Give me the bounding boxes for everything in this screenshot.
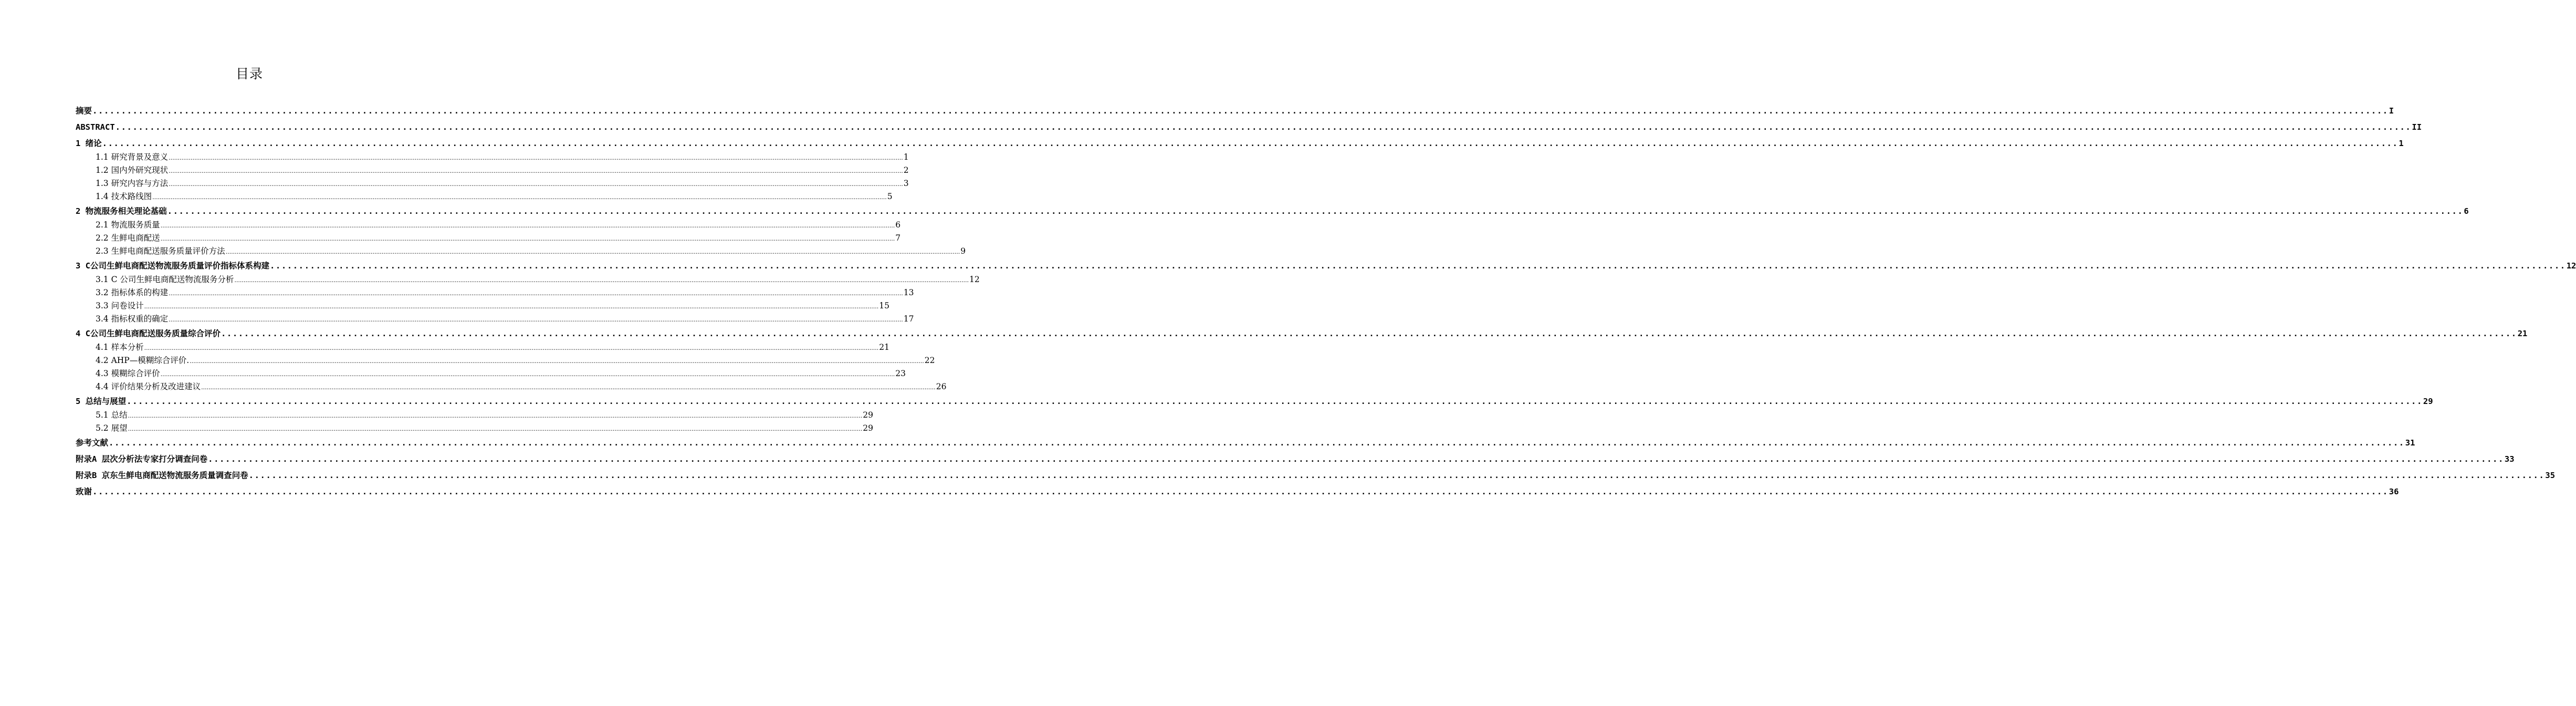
toc-dot-leader: ................................................................................................................................................................................................................................................................................................................................................................................................................ — [167, 206, 2464, 216]
toc-dot-leader: ................................................................................................................................................................................................................................................................................................................................................................................................................ — [208, 454, 2504, 464]
toc-dot-leader: ................................................................................................................................................................................................................................................................................................................................................................................................................ — [160, 371, 895, 378]
toc-page-number: 21 — [879, 342, 889, 352]
toc-chapter-entry[interactable] — [76, 119, 2422, 136]
toc-dot-leader: ................................................................................................................................................................................................................................................................................................................................................................................................................ — [221, 329, 2517, 338]
toc-section-entry[interactable] — [76, 164, 909, 177]
toc-dot-leader: ................................................................................................................................................................................................................................................................................................................................................................................................................ — [92, 487, 2389, 496]
toc-entry-label: 1.1 研究背景及意义 — [96, 152, 169, 162]
toc-page-number: 15 — [879, 301, 889, 310]
toc-section-entry[interactable] — [76, 354, 935, 367]
toc-chapter-entry[interactable] — [76, 103, 2394, 119]
toc-dot-leader: ................................................................................................................................................................................................................................................................................................................................................................................................................ — [144, 345, 879, 351]
toc-page-number: 23 — [895, 369, 906, 378]
toc-page-number: 26 — [936, 382, 947, 391]
toc-dot-leader: ................................................................................................................................................................................................................................................................................................................................................................................................................ — [144, 303, 879, 310]
toc-chapter-entry[interactable] — [76, 484, 2399, 500]
toc-entry-label: 4.4 评价结果分析及改进建议 — [96, 382, 201, 391]
toc-section-entry[interactable] — [76, 409, 873, 422]
toc-dot-leader: ................................................................................................................................................................................................................................................................................................................................................................................................................ — [248, 471, 2545, 480]
toc-chapter-entry[interactable] — [76, 468, 2556, 484]
toc-section-entry[interactable] — [76, 380, 947, 393]
toc-chapter-entry[interactable] — [76, 451, 2515, 468]
toc-section-entry[interactable] — [76, 151, 909, 164]
toc-entry-label: 附录A 层次分析法专家打分调查问卷 — [76, 454, 208, 464]
toc-section-entry[interactable] — [76, 219, 901, 232]
page-title: 目录 — [235, 66, 263, 81]
toc-page-number: 29 — [863, 410, 873, 420]
toc-page-number: 33 — [2504, 454, 2515, 464]
toc-entry-label: 3 C公司生鲜电商配送物流服务质量评价指标体系构建 — [76, 261, 269, 271]
toc-chapter-entry[interactable] — [76, 203, 2469, 220]
toc-entry-label: 致谢 — [76, 487, 92, 496]
toc-page-number: 6 — [895, 220, 901, 230]
toc-dot-leader: ................................................................................................................................................................................................................................................................................................................................................................................................................ — [169, 154, 903, 161]
toc-dot-leader: ................................................................................................................................................................................................................................................................................................................................................................................................................ — [152, 194, 887, 201]
toc-page-number: 22 — [924, 356, 935, 365]
toc-entry-label: ABSTRACT — [76, 122, 115, 132]
toc-page-number: 35 — [2545, 471, 2556, 480]
toc-entry-label: 2 物流服务相关理论基础 — [76, 206, 167, 216]
toc-page-number: II — [2412, 122, 2422, 132]
toc-dot-leader: ................................................................................................................................................................................................................................................................................................................................................................................................................ — [169, 316, 903, 323]
toc-page-number: 12 — [969, 275, 980, 284]
toc-chapter-entry[interactable] — [76, 258, 2576, 274]
toc-page-number: 29 — [863, 423, 873, 433]
toc-entry-label: 3.1 C 公司生鲜电商配送物流服务分析 — [96, 275, 234, 284]
toc-chapter-entry[interactable] — [76, 136, 2404, 152]
toc-chapter-entry[interactable] — [76, 393, 2433, 410]
toc-dot-leader: ................................................................................................................................................................................................................................................................................................................................................................................................................ — [169, 290, 903, 297]
toc-chapter-entry[interactable] — [76, 326, 2528, 342]
toc-chapter-entry[interactable] — [76, 435, 2415, 451]
toc-section-entry[interactable] — [76, 367, 906, 380]
toc-entry-label: 2.3 生鲜电商配送服务质量评价方法 — [96, 246, 225, 256]
toc-page-number: 3 — [903, 179, 909, 188]
toc-section-entry[interactable] — [76, 341, 889, 354]
toc-entry-label: 5 总结与展望 — [76, 397, 127, 406]
toc-dot-leader: ................................................................................................................................................................................................................................................................................................................................................................................................................ — [201, 384, 936, 391]
toc-dot-leader: ................................................................................................................................................................................................................................................................................................................................................................................................................ — [190, 358, 924, 365]
toc-page-number: 7 — [895, 233, 901, 243]
toc-page-number: I — [2389, 106, 2394, 116]
toc-entry-label: 5.1 总结 — [96, 410, 128, 420]
toc-dot-leader: ................................................................................................................................................................................................................................................................................................................................................................................................................ — [160, 222, 895, 229]
toc-section-entry[interactable] — [76, 190, 893, 203]
toc-dot-leader: ................................................................................................................................................................................................................................................................................................................................................................................................................ — [115, 122, 2412, 132]
toc-entry-label: 3.4 指标权重的确定 — [96, 314, 169, 324]
toc-dot-leader: ................................................................................................................................................................................................................................................................................................................................................................................................................ — [169, 168, 903, 174]
table-of-contents — [76, 103, 2576, 500]
toc-entry-label: 3.2 指标体系的构建 — [96, 288, 169, 297]
toc-dot-leader: ................................................................................................................................................................................................................................................................................................................................................................................................................ — [128, 425, 863, 432]
toc-dot-leader: ................................................................................................................................................................................................................................................................................................................................................................................................................ — [128, 412, 863, 419]
toc-page-number: 5 — [887, 192, 893, 201]
toc-entry-label: 参考文献 — [76, 438, 109, 448]
toc-section-entry[interactable] — [76, 177, 909, 190]
toc-section-entry[interactable] — [76, 232, 901, 245]
toc-dot-leader: ................................................................................................................................................................................................................................................................................................................................................................................................................ — [102, 139, 2399, 148]
toc-page-number: 9 — [960, 246, 966, 256]
toc-entry-label: 1.3 研究内容与方法 — [96, 179, 169, 188]
toc-entry-label: 1.4 技术路线图 — [96, 192, 152, 201]
toc-page-number: 36 — [2389, 487, 2399, 496]
toc-entry-label: 1.2 国内外研究现状 — [96, 165, 169, 175]
toc-dot-leader: ................................................................................................................................................................................................................................................................................................................................................................................................................ — [92, 106, 2389, 116]
toc-dot-leader: ................................................................................................................................................................................................................................................................................................................................................................................................................ — [225, 248, 960, 255]
toc-page-number: 31 — [2405, 438, 2415, 448]
toc-dot-leader: ................................................................................................................................................................................................................................................................................................................................................................................................................ — [109, 438, 2405, 448]
toc-page-number: 29 — [2423, 397, 2433, 406]
toc-dot-leader: ................................................................................................................................................................................................................................................................................................................................................................................................................ — [160, 235, 895, 242]
toc-section-entry[interactable] — [76, 299, 889, 313]
toc-entry-label: 4.3 模糊综合评价 — [96, 369, 160, 378]
toc-section-entry[interactable] — [76, 273, 980, 286]
toc-entry-label: 1 绪论 — [76, 139, 102, 148]
toc-page-number: 13 — [903, 288, 914, 297]
toc-entry-label: 2.2 生鲜电商配送 — [96, 233, 160, 243]
toc-page-number: 1 — [2399, 139, 2404, 148]
toc-entry-label: 2.1 物流服务质量 — [96, 220, 160, 230]
toc-section-entry[interactable] — [76, 286, 914, 299]
toc-dot-leader: ................................................................................................................................................................................................................................................................................................................................................................................................................ — [234, 277, 969, 284]
toc-entry-label: 4 C公司生鲜电商配送服务质量综合评价 — [76, 329, 221, 338]
toc-entry-label: 4.2 AHP—模糊综合评价. — [96, 356, 190, 365]
toc-dot-leader: ................................................................................................................................................................................................................................................................................................................................................................................................................ — [127, 397, 2423, 406]
toc-entry-label: 3.3 问卷设计 — [96, 301, 144, 310]
toc-section-entry[interactable] — [76, 245, 966, 258]
toc-page-number: 6 — [2464, 206, 2469, 216]
toc-page-number: 1 — [903, 152, 909, 162]
toc-entry-label: 4.1 样本分析 — [96, 342, 144, 352]
toc-entry-label: 附录B 京东生鲜电商配送物流服务质量调查问卷 — [76, 471, 248, 480]
toc-dot-leader: ................................................................................................................................................................................................................................................................................................................................................................................................................ — [169, 181, 903, 188]
toc-entry-label: 5.2 展望 — [96, 423, 128, 433]
toc-page-number: 17 — [903, 314, 914, 324]
toc-section-entry[interactable] — [76, 313, 914, 326]
toc-entry-label: 摘要 — [76, 106, 92, 116]
toc-page-number: 2 — [903, 165, 909, 175]
toc-section-entry[interactable] — [76, 422, 873, 435]
toc-dot-leader: ................................................................................................................................................................................................................................................................................................................................................................................................................ — [270, 261, 2566, 271]
toc-page-number: 21 — [2517, 329, 2528, 338]
toc-page-number: 12 — [2566, 261, 2576, 271]
